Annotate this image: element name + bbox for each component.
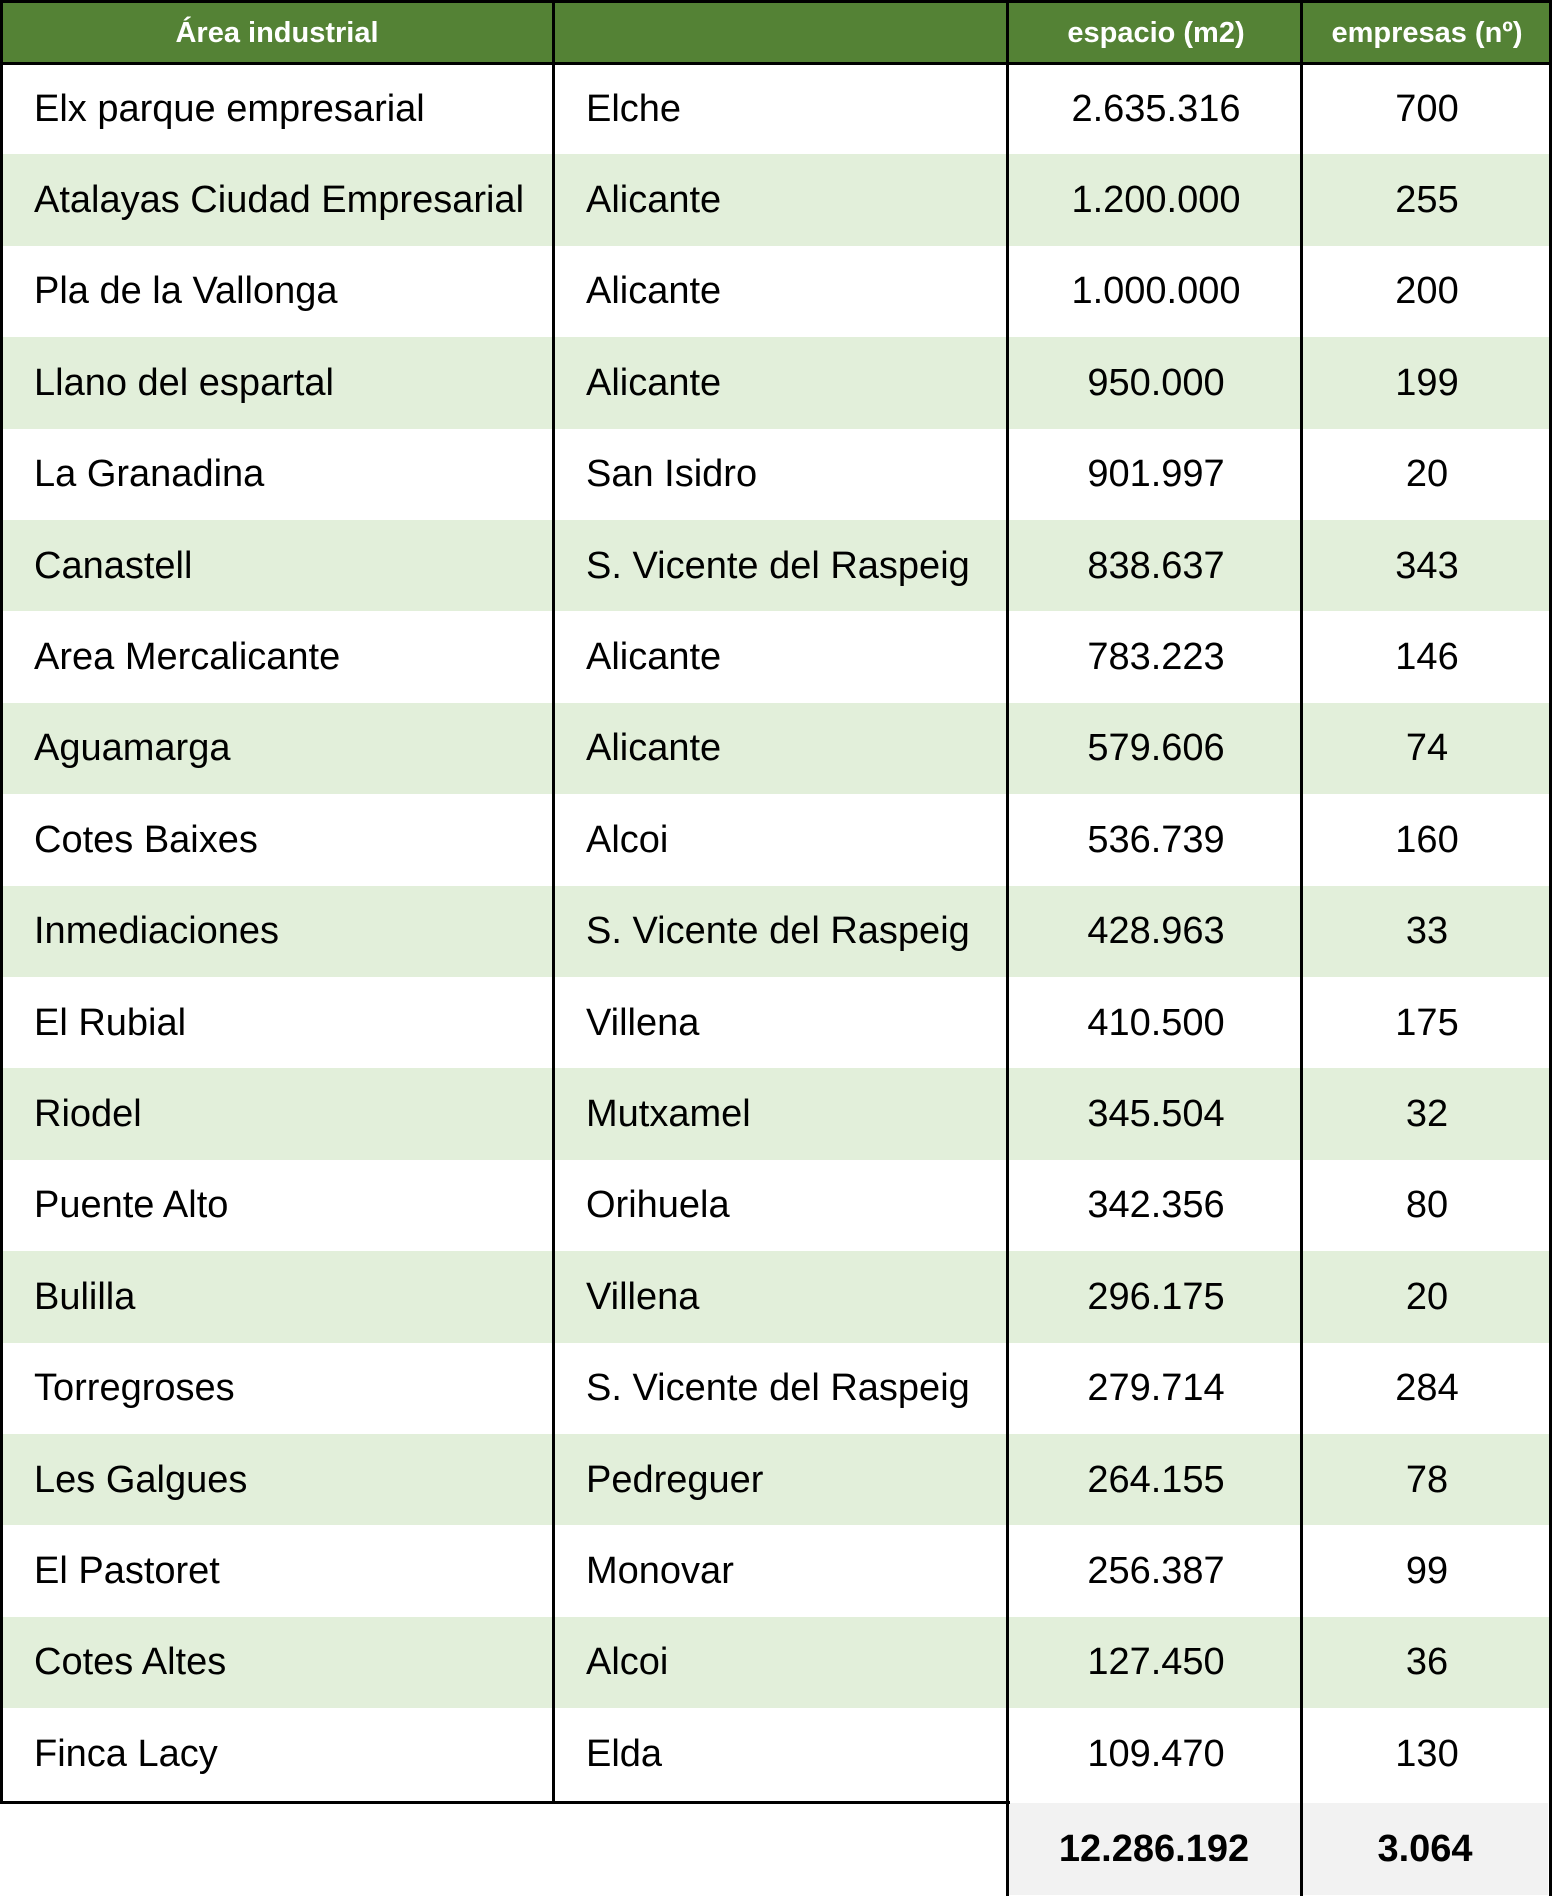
table-row [2,703,1550,795]
table-row [2,337,1550,429]
header-bottom-border [0,62,1552,65]
cell-area: Puente Alto [34,1184,229,1227]
cell-area: Cotes Altes [34,1641,227,1684]
cell-area: Pla de la Vallonga [34,270,338,313]
cell-empresas: 20 [1405,453,1449,496]
col-divider-2 [1006,0,1009,1896]
table-row [2,1708,1550,1800]
cell-area: Atalayas Ciudad Empresarial [34,178,525,221]
cell-empresas: 284 [1395,1367,1459,1410]
cell-area: Les Galgues [34,1458,248,1501]
cell-empresas: 160 [1395,818,1459,861]
cell-municipio: S. Vicente del Raspeig [586,910,970,953]
table-header [2,2,1550,64]
cell-municipio: Alicante [586,178,722,221]
header-espacio: espacio (m2) [1067,16,1245,49]
cell-area: Llano del espartal [34,361,334,404]
cell-empresas: 146 [1395,635,1459,678]
cell-municipio: Alicante [586,270,722,313]
cell-area: Inmediaciones [34,910,280,953]
table-row [2,977,1550,1069]
cell-espacio: 345.504 [1087,1092,1225,1135]
table-row [2,154,1550,246]
cell-area: Canastell [34,544,193,587]
header-area: Área industrial [175,16,379,49]
table-row [2,611,1550,703]
cell-municipio: Elda [586,1732,663,1775]
cell-municipio: Alicante [586,635,722,678]
cell-area: El Pastoret [34,1549,220,1592]
cell-municipio: Villena [586,1001,700,1044]
cell-espacio: 256.387 [1087,1549,1225,1592]
cell-espacio: 1.000.000 [1071,270,1241,313]
cell-municipio: San Isidro [586,453,758,496]
cell-area: Area Mercalicante [34,635,341,678]
header-municipio [554,2,1008,64]
cell-espacio: 296.175 [1087,1275,1225,1318]
table-row [2,1343,1550,1435]
cell-espacio: 1.200.000 [1071,178,1241,221]
table-row [2,794,1550,886]
cell-municipio: Alcoi [586,818,669,861]
table-row [2,1525,1550,1617]
cell-area: Bulilla [34,1275,136,1318]
cell-area: La Granadina [34,453,265,496]
cell-espacio: 279.714 [1087,1367,1225,1410]
table-row [2,429,1550,521]
cell-municipio: Alcoi [586,1641,669,1684]
table-row [2,886,1550,978]
table-bottom-border [0,1801,1010,1804]
cell-espacio: 342.356 [1087,1184,1225,1227]
cell-espacio: 410.500 [1087,1001,1225,1044]
cell-municipio: Mutxamel [586,1092,751,1135]
cell-area: Aguamarga [34,727,231,770]
cell-empresas: 78 [1405,1458,1449,1501]
cell-espacio: 783.223 [1087,635,1225,678]
cell-empresas: 32 [1405,1092,1449,1135]
cell-espacio: 109.470 [1087,1732,1225,1775]
cell-empresas: 130 [1395,1732,1459,1775]
col-divider-1 [552,0,555,1804]
cell-empresas: 36 [1405,1641,1449,1684]
top-border [0,0,1552,3]
header-empresas: empresas (nº) [1331,16,1523,49]
table-row [2,246,1550,338]
cell-empresas: 700 [1395,87,1459,130]
cell-area: Riodel [34,1092,142,1135]
cell-empresas: 343 [1395,544,1459,587]
cell-espacio: 901.997 [1087,453,1225,496]
cell-municipio: Monovar [586,1549,734,1592]
cell-espacio: 838.637 [1087,544,1225,587]
table-row [2,63,1550,155]
cell-empresas: 255 [1395,178,1459,221]
cell-empresas: 20 [1405,1275,1449,1318]
cell-espacio: 428.963 [1087,910,1225,953]
cell-area: El Rubial [34,1001,187,1044]
table-row [2,1434,1550,1526]
cell-espacio: 579.606 [1087,727,1225,770]
table-row [2,1251,1550,1343]
table-row [2,520,1550,612]
cell-area: Torregroses [34,1367,235,1410]
cell-empresas: 74 [1405,727,1449,770]
cell-municipio: Pedreguer [586,1458,764,1501]
cell-empresas: 200 [1395,270,1459,313]
cell-empresas: 175 [1395,1001,1459,1044]
table-row [2,1617,1550,1709]
cell-empresas: 33 [1405,910,1449,953]
table-row [2,1160,1550,1252]
cell-empresas: 80 [1405,1184,1449,1227]
cell-municipio: Villena [586,1275,700,1318]
table-row [2,1068,1550,1160]
cell-municipio: S. Vicente del Raspeig [586,1367,970,1410]
cell-municipio: S. Vicente del Raspeig [586,544,970,587]
cell-empresas: 99 [1405,1549,1449,1592]
left-border [0,0,3,1804]
col-divider-3 [1300,0,1303,1896]
cell-municipio: Orihuela [586,1184,730,1227]
cell-area: Cotes Baixes [34,818,258,861]
cell-area: Elx parque empresarial [34,87,425,130]
total-espacio: 12.286.192 [1008,1803,1300,1895]
cell-municipio: Alicante [586,727,722,770]
cell-espacio: 127.450 [1087,1641,1225,1684]
cell-municipio: Elche [586,87,682,130]
cell-espacio: 2.635.316 [1071,87,1241,130]
cell-espacio: 950.000 [1087,361,1225,404]
cell-municipio: Alicante [586,361,722,404]
total-empresas: 3.064 [1302,1803,1548,1895]
cell-area: Finca Lacy [34,1732,218,1775]
cell-espacio: 536.739 [1087,818,1225,861]
cell-empresas: 199 [1395,361,1459,404]
cell-espacio: 264.155 [1087,1458,1225,1501]
